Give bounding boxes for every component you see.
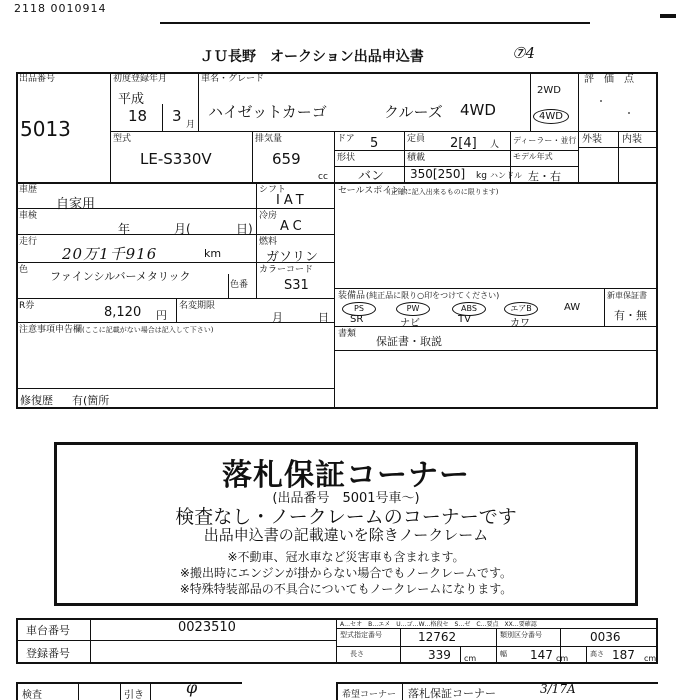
- recycle-label: R券: [19, 301, 35, 311]
- equipment-item: PW: [396, 302, 430, 316]
- load-label: 積載: [407, 153, 426, 163]
- new-car-warranty-label: 新車保証書: [607, 291, 647, 300]
- handover-label: 引き: [124, 690, 144, 700]
- shape-label: 形状: [337, 153, 356, 163]
- recycle-unit: 円: [156, 309, 167, 322]
- capacity-value: 2[4]: [450, 136, 477, 151]
- drive-4wd-circled: 4WD: [533, 109, 569, 124]
- length-unit: cm: [464, 654, 477, 663]
- model-value: LE-S330V: [140, 150, 212, 168]
- equipment-item: TV: [458, 314, 471, 325]
- type-no-value: 12762: [418, 630, 457, 644]
- load-value: 350[250]: [410, 167, 466, 181]
- era: 平成: [118, 92, 145, 107]
- handover-scribble: φ: [186, 678, 198, 697]
- length-label: 長さ: [350, 650, 364, 658]
- equipment-label: 装備品: [338, 291, 366, 301]
- inspection-year: 年: [118, 222, 131, 236]
- ac-value: AC: [280, 219, 306, 234]
- meigi-month: 月: [272, 311, 283, 324]
- mileage-unit: km: [204, 247, 222, 260]
- equipment-item: SR: [350, 314, 364, 325]
- meigi-label: 名変期限: [179, 301, 216, 311]
- inspection-label: 車検: [19, 211, 38, 221]
- model-year-label: モデル年式: [513, 152, 553, 161]
- equipment-sub: (純正品に限り○印をつけてください): [366, 291, 500, 300]
- inspection-day: 日): [236, 222, 253, 236]
- length-value: 339: [428, 648, 451, 662]
- repair-label: 修復歴: [20, 394, 53, 407]
- displacement-label: 排気量: [255, 134, 283, 144]
- corner-scribble: ⑦4: [512, 44, 535, 62]
- color-value: ファインシルバーメタリック: [50, 270, 191, 283]
- chassis-value: 0023510: [178, 620, 236, 635]
- shift-value: IAT: [276, 193, 308, 208]
- reg-month: 3: [172, 107, 182, 125]
- rank-legend: A…セオ B…エメ U…ゴ…W…格段セ S…ゼ C…要点 XX…要確認: [340, 621, 537, 628]
- banner-note2: ※搬出時にエンジンが掛からない場合でもノークレームです。: [179, 566, 513, 580]
- meigi-day: 日: [318, 311, 329, 324]
- notes-label: 注意事項申告欄: [19, 325, 83, 335]
- banner-sub: (出品番号 5001号車〜): [272, 491, 420, 506]
- sales-point-sub: (正確に記入出来るものに限ります): [388, 188, 499, 196]
- drive-2wd: 2WD: [537, 85, 561, 96]
- reg-year: 18: [128, 107, 148, 125]
- displacement-unit: cc: [318, 172, 328, 182]
- equipment-item: ナビ: [400, 318, 420, 329]
- interior-label: 内装: [622, 134, 642, 145]
- banner-line2: 出品申込書の記載違いを除きノークレーム: [203, 526, 489, 544]
- doors-value: 5: [370, 136, 379, 151]
- equipment-item: AW: [564, 302, 581, 313]
- banner-note1: ※不動車、冠水車など災害車も含まれます。: [227, 550, 465, 564]
- car-grade: クルーズ: [384, 103, 443, 121]
- chassis-label: 車台番号: [26, 624, 70, 637]
- recycle-value: 8,120: [104, 305, 142, 320]
- inspection-month: 月(: [174, 222, 191, 236]
- documents-value: 保証書・取説: [376, 335, 442, 348]
- shape-value: バン: [358, 169, 385, 184]
- mileage-value: 20万1千916: [62, 245, 158, 263]
- color-code-label: 色番: [230, 280, 249, 290]
- banner-note3: ※特殊特装部品の不具合についてもノークレームになります。: [179, 582, 513, 596]
- ac-label: 冷房: [259, 211, 278, 221]
- banner-line1: 検査なし・ノークレームのコーナーです: [175, 506, 517, 528]
- notes-sub: (ここに記載がない場合は記入して下さい): [82, 326, 214, 334]
- equipment-item: ABS: [452, 302, 486, 316]
- width-label: 幅: [500, 650, 507, 658]
- capacity-label: 定員: [407, 134, 426, 144]
- equipment-item: カワ: [510, 318, 530, 329]
- documents-label: 書類: [338, 329, 357, 339]
- dealer-label: ディーラー・並行: [513, 136, 577, 145]
- height-value: 187: [612, 648, 635, 662]
- shift-label: シフト: [259, 185, 287, 195]
- equipment-item: PS: [342, 302, 376, 316]
- lot-label: 出品番号: [19, 74, 56, 84]
- mileage-label: 走行: [19, 237, 38, 247]
- car-name-label: 車名・グレード: [201, 74, 265, 84]
- equipment-item: エアB: [504, 302, 538, 316]
- type-no-label: 型式指定番号: [340, 631, 382, 639]
- month-unit: 月: [186, 120, 196, 130]
- color-label: 色: [19, 265, 29, 275]
- corner-value: 落札保証コーナー: [408, 687, 496, 700]
- model-label: 型式: [113, 134, 132, 144]
- form-title: ＪＵ長野 オークション出品申込書: [200, 49, 424, 65]
- fuel-value: ガソリン: [266, 250, 319, 265]
- handle-label: ハンドル: [490, 171, 522, 180]
- history-value: 自家用: [56, 197, 96, 212]
- corner-scribble-bottom: 3/17A: [540, 682, 576, 696]
- sales-point-label: セールスポイント: [338, 186, 410, 196]
- inspect-label: 検査: [22, 690, 42, 700]
- reg-number-label: 登録番号: [26, 647, 70, 660]
- banner-title: 落札保証コーナー: [222, 458, 470, 493]
- header-line: [160, 22, 590, 24]
- lot-number: 5013: [20, 117, 71, 141]
- handle-value: 左・右: [528, 170, 561, 183]
- registration-label: 初度登録年月: [113, 74, 168, 84]
- top-form-frame: [16, 72, 658, 409]
- corner-mark: [660, 14, 676, 18]
- load-unit: kg: [476, 171, 487, 181]
- corner-label: 希望コーナー: [342, 690, 397, 700]
- class-no-value: 0036: [590, 630, 621, 644]
- height-label: 高さ: [590, 650, 604, 658]
- width-value: 147: [530, 648, 553, 662]
- displacement-value: 659: [272, 150, 301, 168]
- class-no-label: 類別区分番号: [500, 631, 542, 639]
- evaluation-label: 評 価 点: [584, 74, 634, 85]
- divider: [16, 182, 658, 184]
- height-unit: cm: [644, 654, 657, 663]
- form-serial: 2118 0010914: [14, 2, 107, 15]
- history-label: 車歴: [19, 185, 38, 195]
- new-car-warranty-value: 有・無: [614, 309, 647, 322]
- capacity-unit: 人: [490, 140, 500, 150]
- car-drive: 4WD: [460, 101, 496, 119]
- width-unit: cm: [556, 654, 569, 663]
- repair-value: 有(箇所: [72, 394, 110, 407]
- doors-label: ドア: [337, 134, 355, 144]
- color-code-value: S31: [284, 278, 309, 293]
- color-code-header: カラーコード: [259, 265, 314, 275]
- exterior-label: 外装: [582, 134, 602, 145]
- car-name: ハイゼットカーゴ: [208, 103, 327, 121]
- fuel-label: 燃料: [259, 237, 278, 247]
